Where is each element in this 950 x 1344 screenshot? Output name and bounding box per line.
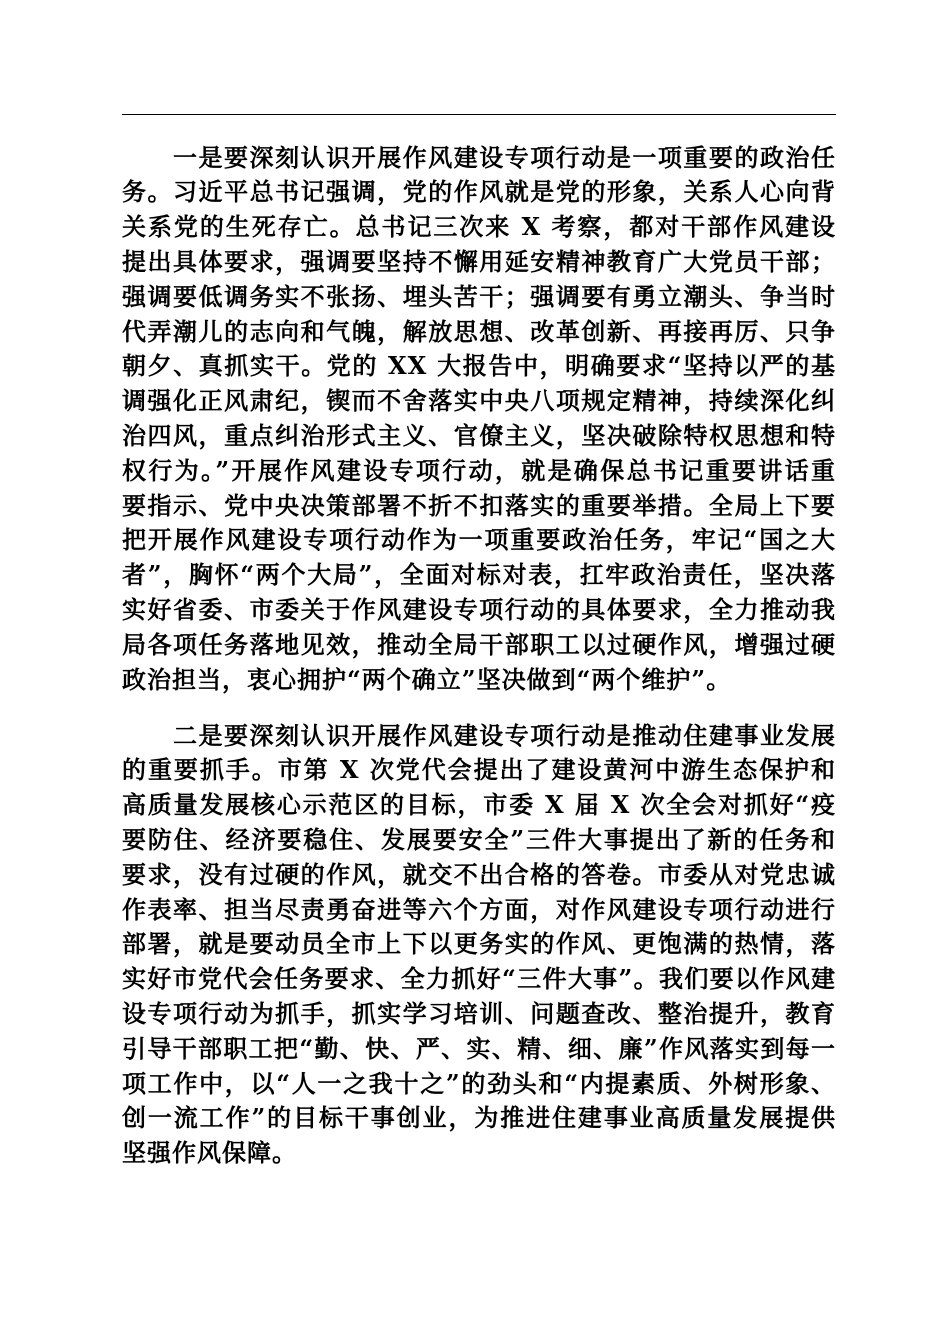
paragraph-1-line-7: 朝夕、真抓实干。党的 XX 大报告中，明确要求“坚持以严的基 <box>122 351 836 381</box>
paragraph-1-line-10: 权行为。”开展作风建设专项行动，就是确保总书记重要讲话重 <box>122 455 836 485</box>
paragraph-2-line-6: 作表率、担当尽责勇奋进等六个方面，对作风建设专项行动进行 <box>122 894 836 924</box>
paragraph-2-line-12: 创一流工作”的目标干事创业，为推进住建事业高质量发展提供 <box>122 1103 836 1133</box>
paragraph-2-line-1: 二是要深刻认识开展作风建设专项行动是推动住建事业发展 <box>173 720 836 750</box>
paragraph-2-line-10: 引导干部职工把“勤、快、严、实、精、细、廉”作风落实到每一 <box>122 1033 836 1063</box>
paragraph-1-line-12: 把开展作风建设专项行动作为一项重要政治任务，牢记“国之大 <box>122 525 836 555</box>
paragraph-1-line-14: 实好省委、市委关于作风建设专项行动的具体要求，全力推动我 <box>122 594 836 624</box>
paragraph-2-line-11: 项工作中，以“人一之我十之”的劲头和“内提素质、外树形象、 <box>122 1068 836 1098</box>
paragraph-1-line-9: 治四风，重点纠治形式主义、官僚主义，坚决破除特权思想和特 <box>122 420 836 450</box>
paragraph-1-line-5: 强调要低调务实不张扬、埋头苦干；强调要有勇立潮头、争当时 <box>122 281 836 311</box>
paragraph-1-line-6: 代弄潮儿的志向和气魄，解放思想、改革创新、再接再厉、只争 <box>122 316 836 346</box>
paragraph-2-line-3: 高质量发展核心示范区的目标，市委 X 届 X 次全会对抓好“疫 <box>122 790 836 820</box>
paragraph-2-line-9: 设专项行动为抓手，抓实学习培训、问题查改、整治提升，教育 <box>122 998 836 1028</box>
paragraph-2-line-4: 要防住、经济要稳住、发展要安全”三件大事提出了新的任务和 <box>122 824 836 854</box>
paragraph-1 <box>122 141 836 698</box>
paragraph-2-line-5: 要求，没有过硬的作风，就交不出合格的答卷。市委从对党忠诚 <box>122 859 836 889</box>
paragraph-1-line-4: 提出具体要求，强调要坚持不懈用延安精神教育广大党员干部； <box>122 246 836 276</box>
paragraph-2-line-8: 实好市党代会任务要求、全力抓好“三件大事”。我们要以作风建 <box>122 964 836 994</box>
paragraph-2-line-2: 的重要抓手。市第 X 次党代会提出了建设黄河中游生态保护和 <box>122 755 836 785</box>
paragraph-1-line-2: 务。习近平总书记强调，党的作风就是党的形象，关系人心向背 <box>122 177 836 207</box>
paragraph-1-line-13: 者”，胸怀“两个大局”，全面对标对表，扛牢政治责任，坚决落 <box>122 560 836 590</box>
paragraph-1-line-16: 政治担当，衷心拥护“两个确立”坚决做到“两个维护”。 <box>122 664 732 694</box>
paragraph-1-line-1: 一是要深刻认识开展作风建设专项行动是一项重要的政治任 <box>173 142 836 172</box>
paragraph-1-line-8: 调强化正风肃纪，锲而不舍落实中央八项规定精神，持续深化纠 <box>122 386 836 416</box>
paragraph-1-line-15: 局各项任务落地见效，推动全局干部职工以过硬作风，增强过硬 <box>122 629 836 659</box>
header-rule <box>122 114 836 115</box>
paragraph-2 <box>122 719 836 1171</box>
paragraph-2-line-7: 部署，就是要动员全市上下以更务实的作风、更饱满的热情，落 <box>122 929 836 959</box>
paragraph-1-line-11: 要指示、党中央决策部署不折不扣落实的重要举措。全局上下要 <box>122 490 836 520</box>
paragraph-1-line-3: 关系党的生死存亡。总书记三次来 X 考察，都对干部作风建设 <box>122 212 836 242</box>
paragraph-2-line-13: 坚强作风保障。 <box>122 1138 297 1168</box>
